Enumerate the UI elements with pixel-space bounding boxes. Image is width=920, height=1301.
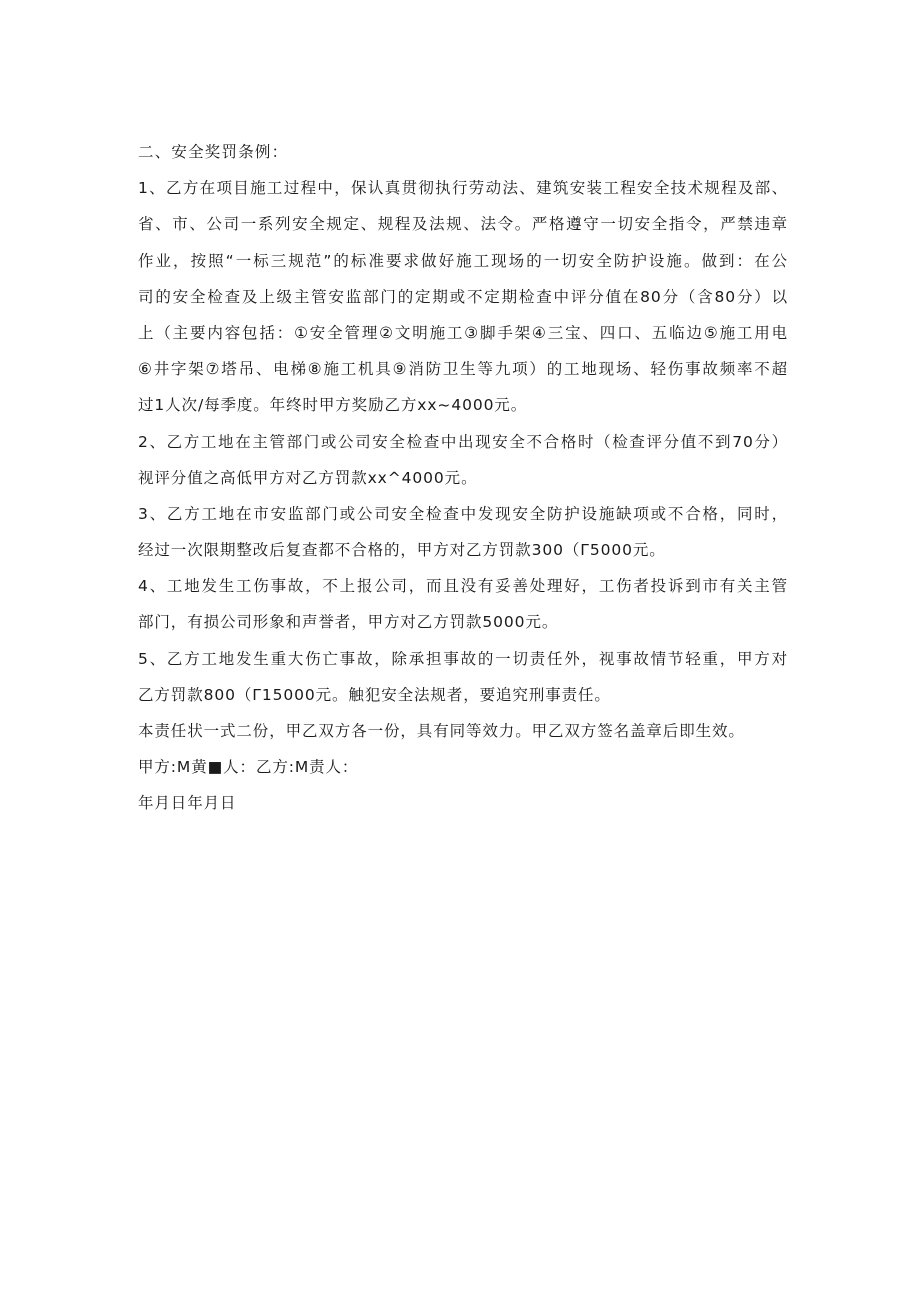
clause-1-line-3: 作业，按照“一标三规范”的标准要求做好施工现场的一切安全防护设施。做到：在公 bbox=[138, 251, 788, 270]
clause-1-line-7: 过1人次/每季度。年终时甲方奖励乙方xx~4000元。 bbox=[138, 396, 528, 415]
clause-1-line-1: 1、乙方在项目施工过程中，保认真贯彻执行劳动法、建筑安装工程安全技术规程及部、 bbox=[138, 179, 788, 198]
clause-1-line-6: ⑥井字架⑦塔吊、电梯⑧施工机具⑨消防卫生等九项）的工地现场、轻伤事故频率不超 bbox=[138, 360, 788, 379]
clause-4-line-1: 4、工地发生工伤事故，不上报公司，而且没有妥善处理好，工伤者投诉到市有关主管 bbox=[138, 577, 788, 596]
clause-1-line-5: 上（主要内容包括：①安全管理②文明施工③脚手架④三宝、四口、五临边⑤施工用电 bbox=[138, 323, 788, 342]
signature-line: 甲方:M黄■人：乙方:M责人： bbox=[138, 758, 359, 777]
clause-2-line-1: 2、乙方工地在主管部门或公司安全检查中出现安全不合格时（检查评分值不到70分） bbox=[138, 432, 788, 451]
clause-3-line-1: 3、乙方工地在市安监部门或公司安全检查中发现安全防护设施缺项或不合格，同时， bbox=[138, 504, 788, 523]
clause-5-line-2: 乙方罚款800（Γ15000元。触犯安全法规者，要追究刑事责任。 bbox=[138, 685, 611, 704]
section-heading: 二、安全奖罚条例： bbox=[138, 143, 289, 161]
clause-4-line-2: 部门，有损公司形象和声誉者，甲方对乙方罚款5000元。 bbox=[138, 613, 559, 632]
date-line: 年月日年月日 bbox=[138, 794, 237, 813]
clause-2-line-2: 视评分值之高低甲方对乙方罚款xx^4000元。 bbox=[138, 468, 478, 487]
document-body bbox=[138, 138, 788, 826]
validity-statement: 本责任状一式二份，甲乙双方各一份，具有同等效力。甲乙双方签名盖章后即生效。 bbox=[138, 722, 745, 740]
clause-1-line-2: 省、市、公司一系列安全规定、规程及法规、法令。严格遵守一切安全指令，严禁违章 bbox=[138, 215, 788, 234]
clause-5-line-1: 5、乙方工地发生重大伤亡事故，除承担事故的一切责任外，视事故情节轻重，甲方对 bbox=[138, 649, 788, 668]
clause-3-line-2: 经过一次限期整改后复查都不合格的，甲方对乙方罚款300（Γ5000元。 bbox=[138, 541, 666, 560]
clause-1-line-4: 司的安全检查及上级主管安监部门的定期或不定期检查中评分值在80分（含80分）以 bbox=[138, 287, 788, 306]
